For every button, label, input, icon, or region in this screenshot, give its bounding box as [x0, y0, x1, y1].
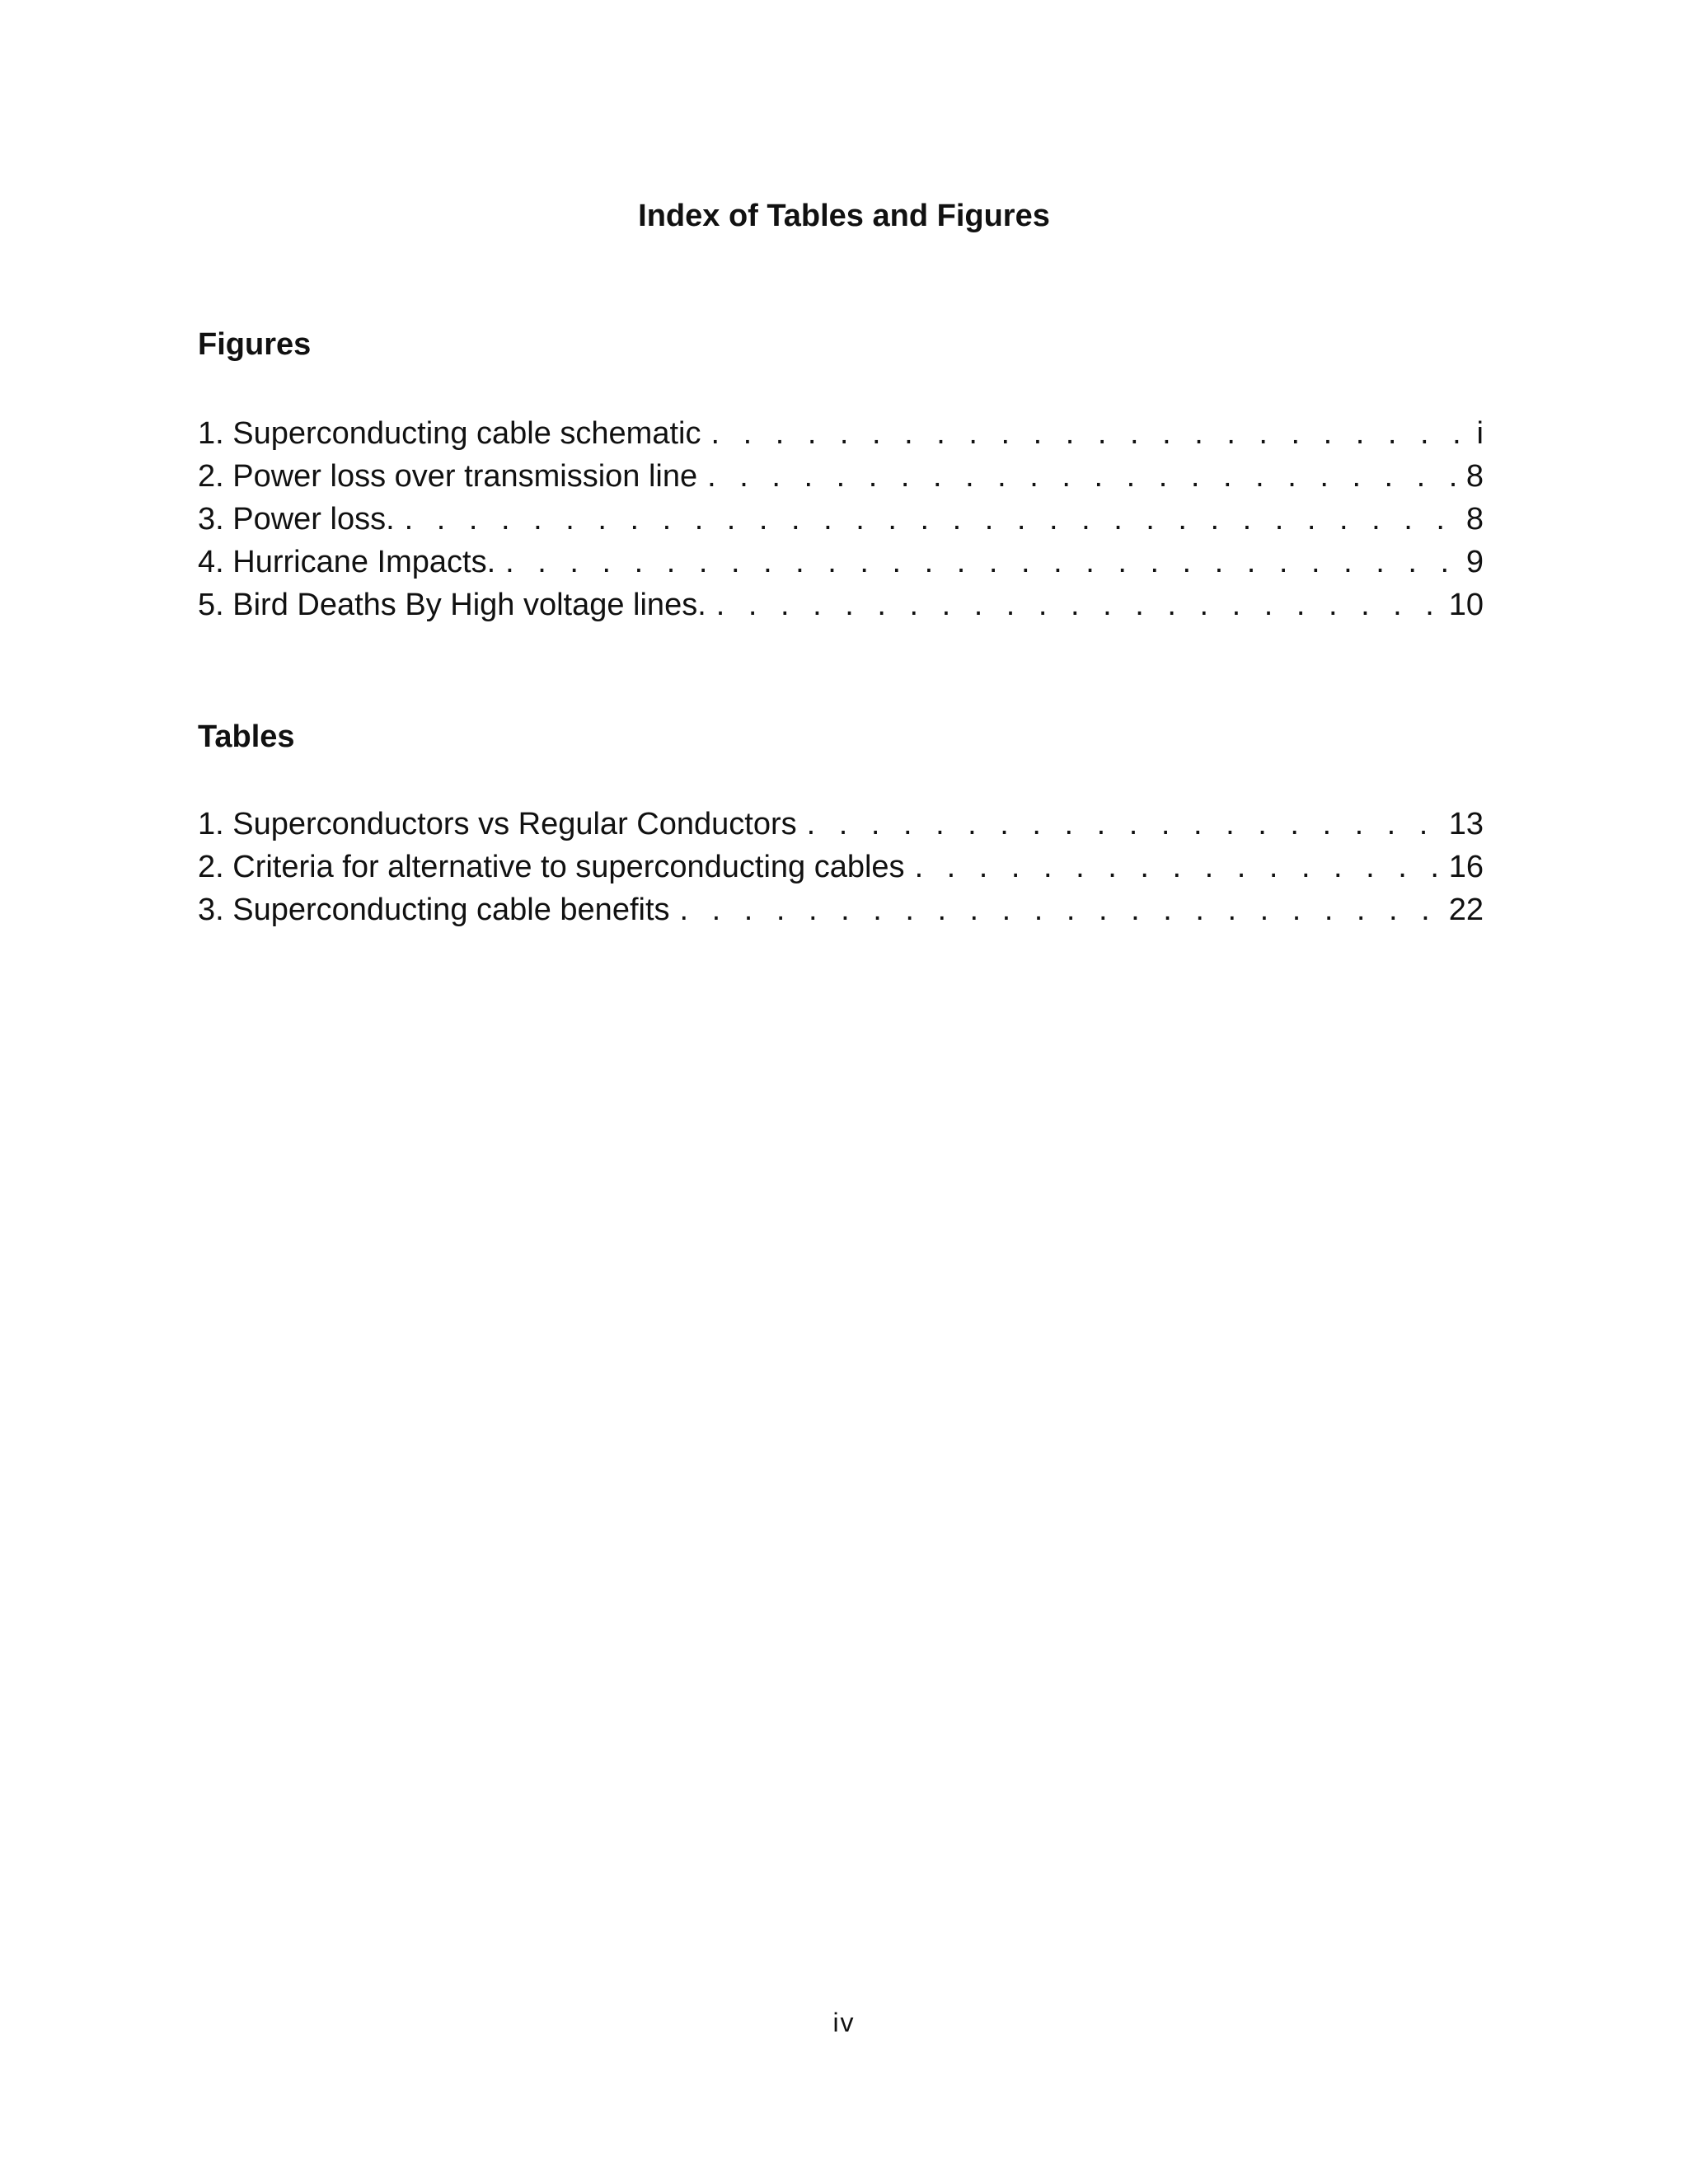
figure-entry[interactable]	[198, 583, 1484, 626]
table-entry-page: 13	[1448, 807, 1484, 841]
dot-leader	[710, 412, 1466, 455]
tables-list	[198, 803, 1484, 931]
figure-entry-page: 9	[1465, 545, 1484, 579]
figure-entry-label: 3. Power loss.	[198, 502, 395, 537]
table-entry-label: 1. Superconductors vs Regular Conductors	[198, 807, 797, 841]
figure-entry-page: 8	[1465, 459, 1484, 494]
table-entry-label: 2. Criteria for alternative to superconducting cables	[198, 850, 905, 884]
figure-entry-label: 2. Power loss over transmission line	[198, 459, 698, 494]
figure-entry[interactable]	[198, 541, 1484, 583]
figure-entry-page: 8	[1465, 502, 1484, 537]
tables-heading: Tables	[198, 719, 295, 754]
figure-entry[interactable]	[198, 455, 1484, 498]
dot-leader	[807, 803, 1439, 846]
dot-leader	[405, 498, 1456, 541]
figures-heading: Figures	[198, 327, 312, 362]
figure-entry-label: 1. Superconducting cable schematic	[198, 416, 701, 451]
dot-leader	[707, 455, 1456, 498]
dot-leader	[505, 541, 1456, 583]
table-entry-label: 3. Superconducting cable benefits	[198, 893, 670, 927]
figure-entry-label: 5. Bird Deaths By High voltage lines.	[198, 588, 706, 622]
figure-entry-page: 10	[1448, 588, 1484, 622]
table-entry-page: 16	[1448, 850, 1484, 884]
figure-entry[interactable]	[198, 498, 1484, 541]
dot-leader	[716, 583, 1439, 626]
table-entry[interactable]	[198, 803, 1484, 846]
figure-entry-label: 4. Hurricane Impacts.	[198, 545, 496, 579]
table-entry-page: 22	[1448, 893, 1484, 927]
page-number: iv	[832, 2008, 856, 2037]
table-entry[interactable]	[198, 888, 1484, 931]
figure-entry-page: i	[1476, 416, 1484, 451]
table-entry[interactable]	[198, 846, 1484, 888]
figure-entry[interactable]	[198, 412, 1484, 455]
page-title: Index of Tables and Figures	[638, 199, 1050, 233]
dot-leader	[680, 888, 1439, 931]
figures-list	[198, 412, 1484, 626]
dot-leader	[915, 846, 1439, 888]
